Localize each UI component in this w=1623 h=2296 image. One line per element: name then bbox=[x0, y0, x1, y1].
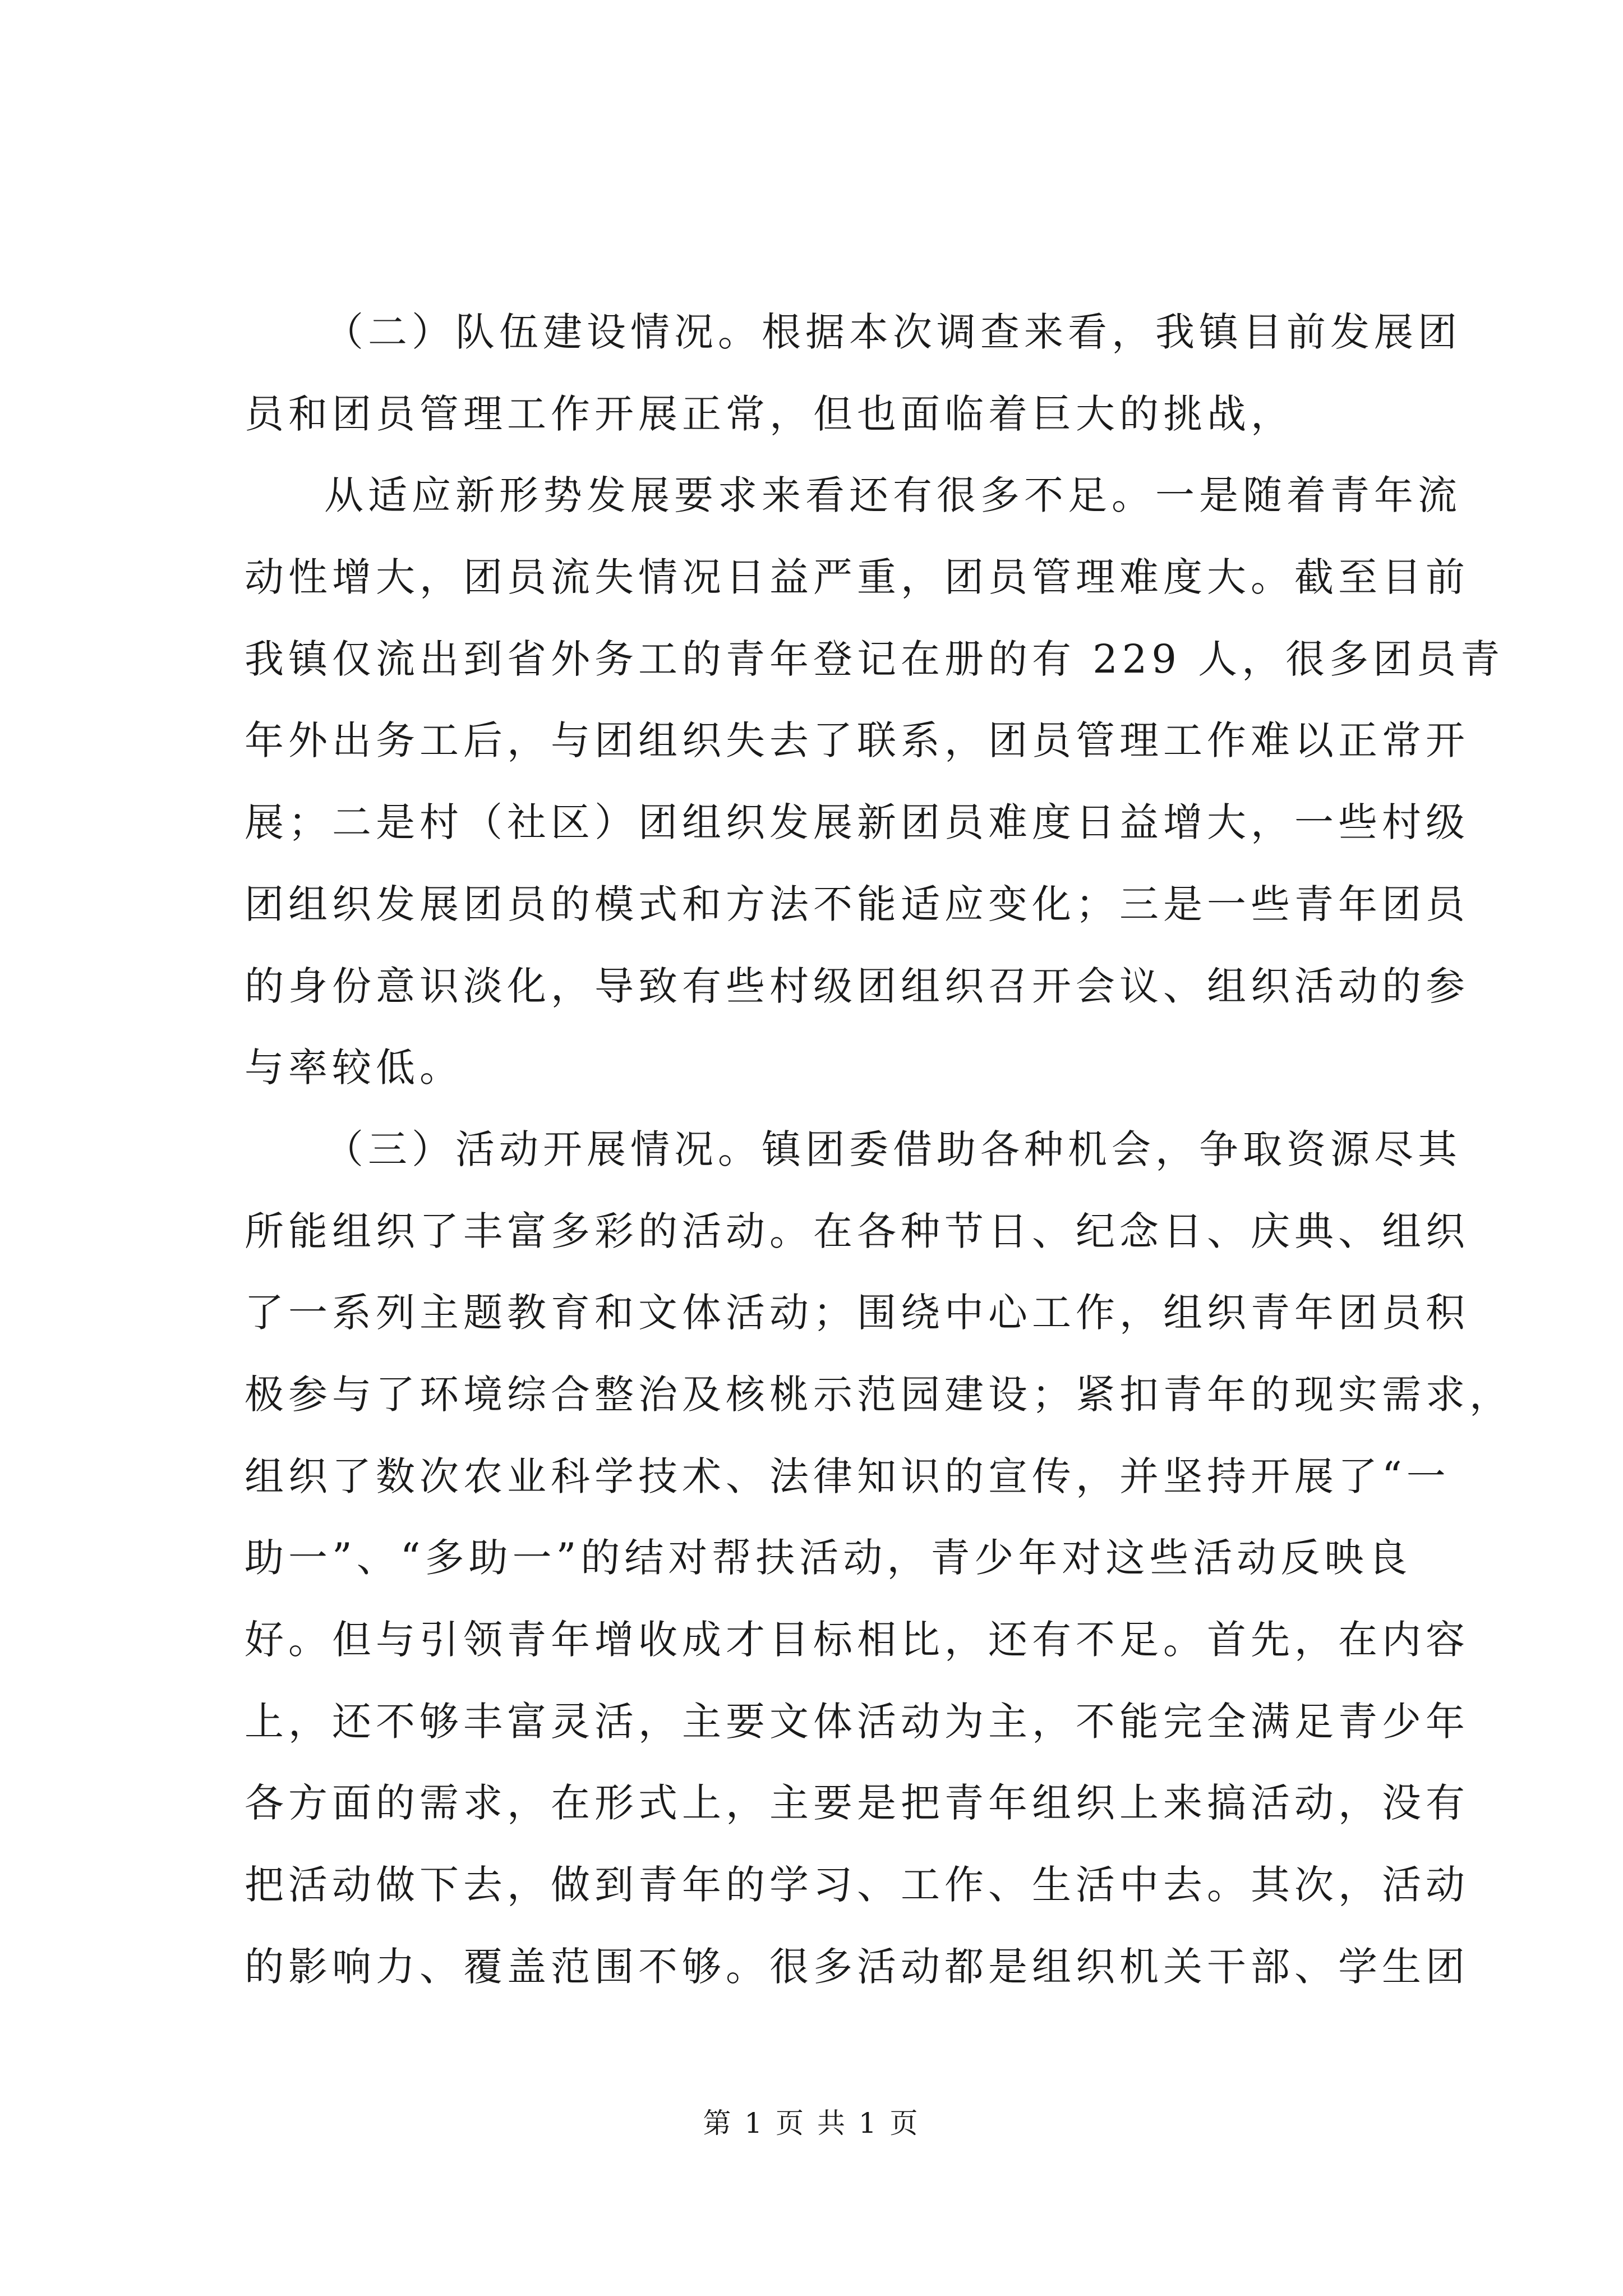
paragraph bbox=[245, 1109, 1513, 2008]
text-line: 动性增大，团员流失情况日益严重，团员管理难度大。截至目前 bbox=[245, 554, 1469, 601]
text-line: 员和团员管理工作开展正常，但也面临着巨大的挑战， bbox=[245, 390, 1294, 437]
text-line: 助一”、“多助一”的结对帮扶活动，青少年对这些活动反映良 bbox=[245, 1535, 1412, 1581]
paragraph bbox=[245, 455, 1505, 1109]
document-body bbox=[245, 292, 1513, 2008]
text-line: 组织了数次农业科学技术、法律知识的宣传，并坚持开展了“一 bbox=[245, 1453, 1450, 1499]
text-line: 各方面的需求，在形式上，主要是把青年组织上来搞活动，没有 bbox=[245, 1780, 1469, 1826]
page-footer: 第 1 页 共 1 页 bbox=[703, 2107, 920, 2139]
text-line: （二）队伍建设情况。根据本次调查来看，我镇目前发展团 bbox=[324, 309, 1461, 355]
text-line: 了一系列主题教育和文体活动；围绕中心工作，组织青年团员积 bbox=[245, 1290, 1469, 1336]
text-line: 的影响力、覆盖范围不够。很多活动都是组织机关干部、学生团 bbox=[245, 1943, 1469, 1990]
text-line: 把活动做下去，做到青年的学习、工作、生活中去。其次，活动 bbox=[245, 1862, 1469, 1908]
text-line: 极参与了环境综合整治及核桃示范园建设；紧扣青年的现实需求， bbox=[245, 1371, 1513, 1418]
text-line: 展；二是村（社区）团组织发展新团员难度日益增大，一些村级 bbox=[245, 799, 1469, 846]
text-line: 我镇仅流出到省外务工的青年登记在册的有 229 人，很多团员青 bbox=[245, 636, 1505, 682]
text-line: 所能组织了丰富多彩的活动。在各种节日、纪念日、庆典、组织 bbox=[245, 1208, 1469, 1254]
text-line: 从适应新形势发展要求来看还有很多不足。一是随着青年流 bbox=[324, 472, 1461, 519]
text-line: 年外出务工后，与团组织失去了联系，团员管理工作难以正常开 bbox=[245, 717, 1469, 764]
paragraph bbox=[245, 292, 1461, 455]
text-line: 好。但与引领青年增收成才目标相比，还有不足。首先，在内容 bbox=[245, 1617, 1469, 1663]
text-line: 的身份意识淡化，导致有些村级团组织召开会议、组织活动的参 bbox=[245, 963, 1469, 1009]
text-line: 团组织发展团员的模式和方法不能适应变化；三是一些青年团员 bbox=[245, 881, 1469, 927]
text-line: （三）活动开展情况。镇团委借助各种机会，争取资源尽其 bbox=[324, 1126, 1461, 1172]
text-line: 与率较低。 bbox=[245, 1045, 463, 1091]
text-line: 上，还不够丰富灵活，主要文体活动为主，不能完全满足青少年 bbox=[245, 1698, 1469, 1745]
